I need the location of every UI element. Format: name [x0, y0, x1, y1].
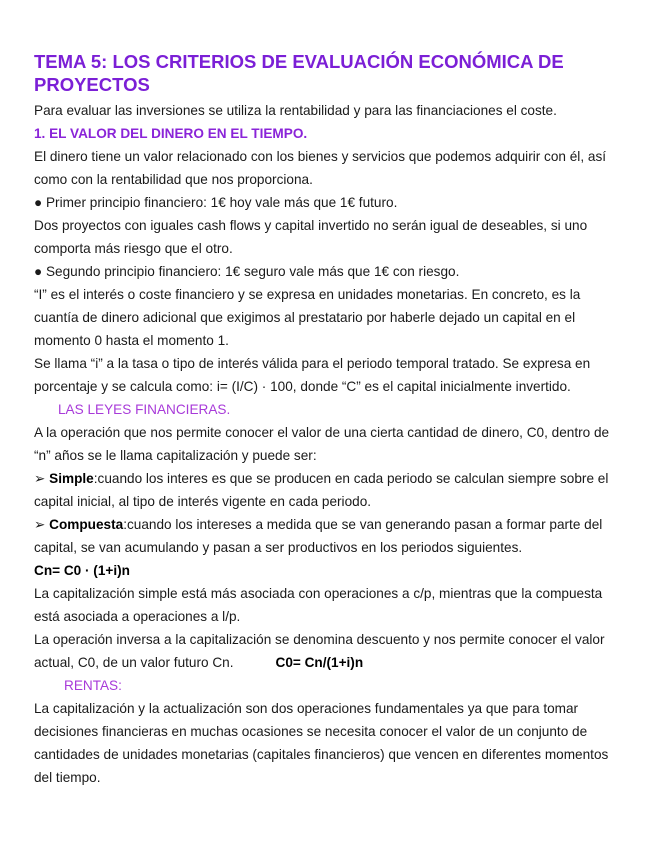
paragraph-proyectos-riesgo: Dos proyectos con iguales cash flows y capital invertido no serán igual de deseables, si uno comporta más riesgo que el otro. — [34, 218, 588, 256]
paragraph-tipo-interes: Se llama “i” a la tasa o tipo de interés válida para el periodo temporal tratado. Se expresa en porcentaje y se calcula como: i= (I/C) · 100, donde “C” es el capital inicialmente invertido. — [34, 356, 591, 394]
document-page — [34, 50, 626, 789]
paragraph-dinero-valor: El dinero tiene un valor relacionado con los bienes y servicios que podemos adquirir con él, así como con la rentabilidad que nos proporciona. — [34, 149, 607, 187]
descuento-text: La operación inversa a la capitalización se denomina descuento y nos permite conocer el valor actual, C0, de un valor futuro Cn. — [34, 632, 605, 670]
compuesta-label: Compuesta — [49, 517, 124, 532]
formula-capitalizacion: Cn= C0 · (1+i)n — [34, 563, 130, 578]
paragraph-simple-compuesta: La capitalización simple está más asociada con operaciones a c/p, mientras que la compuesta está asociada a operaciones a l/p. — [34, 586, 603, 624]
subheading-leyes-financieras: LAS LEYES FINANCIERAS. — [58, 402, 231, 417]
formula-descuento: C0= Cn/(1+i)n — [275, 655, 364, 670]
simple-text: :cuando los interes es que se producen en cada periodo se calculan siempre sobre el capital inicial, al tipo de interés vigente en cada periodo. — [34, 471, 609, 509]
bullet-simple — [34, 467, 626, 513]
bullet-compuesta — [34, 513, 626, 559]
paragraph-capitalizacion: A la operación que nos permite conocer el valor de una cierta cantidad de dinero, C0, dentro de “n” años se le llama capitalización y puede ser: — [34, 425, 610, 463]
arrow-bullet-icon: ➢ — [34, 517, 50, 532]
second-principle: ● Segundo principio financiero: 1€ seguro vale más que 1€ con riesgo. — [34, 264, 460, 279]
section-heading-valor-dinero: 1. EL VALOR DEL DINERO EN EL TIEMPO. — [34, 126, 308, 141]
simple-label: Simple — [49, 471, 94, 486]
subheading-rentas: RENTAS: — [64, 678, 122, 693]
first-principle: ● Primer principio financiero: 1€ hoy vale más que 1€ futuro. — [34, 195, 398, 210]
paragraph-rentas: La capitalización y la actualización son dos operaciones fundamentales ya que para tomar decisiones financieras en muchas ocasiones se necesita conocer el valor de un conjunto de cantidades de unidades monetarias (capitales financieros) que vencen en diferentes momentos del tiempo. — [34, 701, 609, 785]
arrow-bullet-icon: ➢ — [34, 471, 50, 486]
document-title: TEMA 5: LOS CRITERIOS DE EVALUACIÓN ECONÓMICA DE PROYECTOS — [34, 51, 564, 95]
intro-paragraph: Para evaluar las inversiones se utiliza la rentabilidad y para las financiaciones el coste. — [34, 103, 557, 118]
compuesta-text: :cuando los intereses a medida que se van generando pasan a formar parte del capital, se van acumulando y pasan a ser productivos en los periodos siguientes. — [34, 517, 603, 555]
paragraph-interes: “I” es el interés o coste financiero y se expresa en unidades monetarias. En concreto, es la cuantía de dinero adicional que exigimos al prestatario por haberle dejado un capital en el momento 0 hasta el momento 1. — [34, 287, 581, 348]
paragraph-descuento — [34, 628, 626, 674]
